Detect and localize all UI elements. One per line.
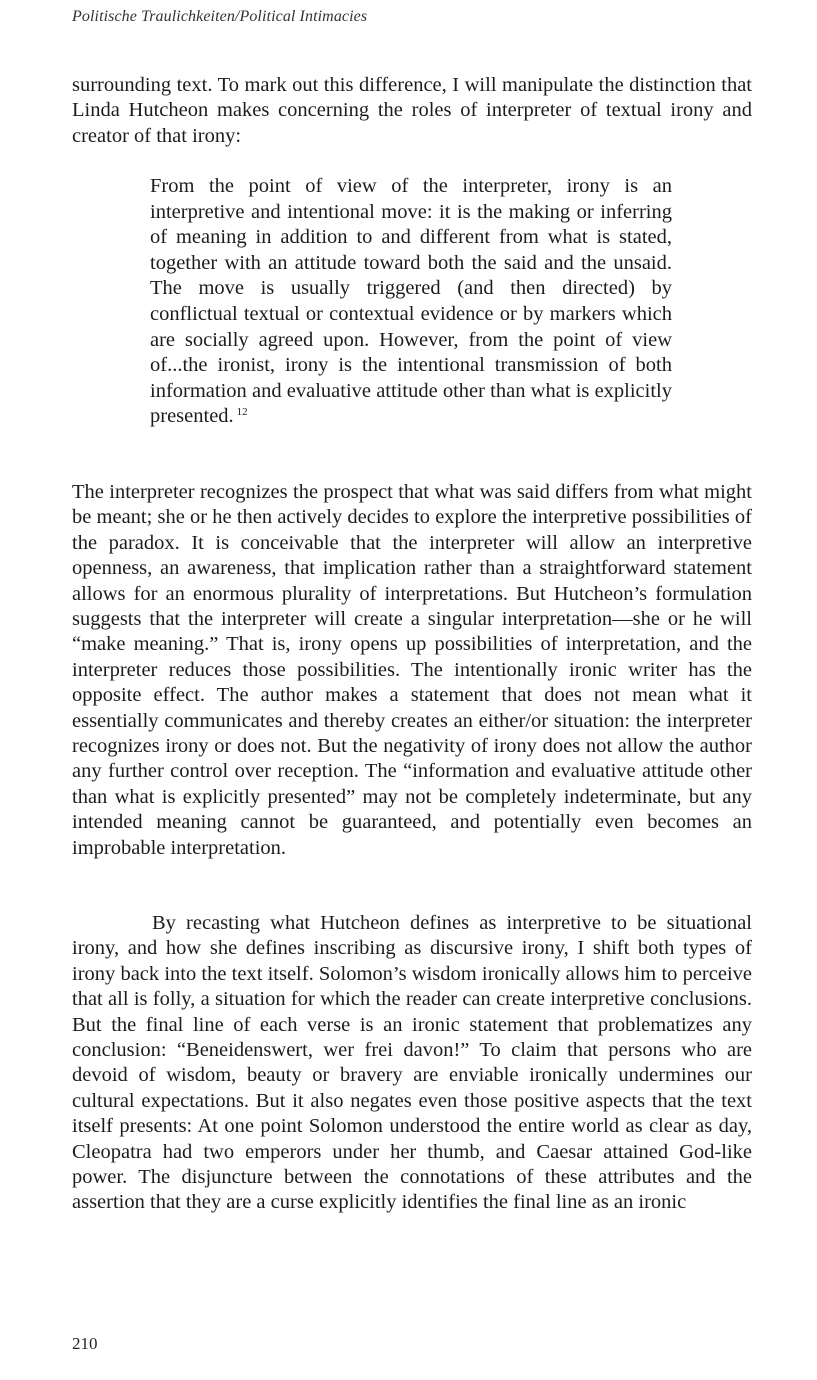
block-quote <box>150 174 672 430</box>
running-head: Politische Traulichkeiten/Political Intimacies <box>72 8 368 25</box>
paragraph-interpreter: The interpreter recognizes the prospect that what was said differs from what might be meant; she or he then actively decides to explore the interpretive possibilities of the paradox. It is conceivable that the interpreter will allow an interpretive openness, an awareness, that implication rather than a straightforward statement allows for an enormous plurality of interpretations. But Hutcheon’s formulation suggests that the interpreter will create a singular interpretation—she or he will “make meaning.” That is, irony opens up possibilities of interpretation, and the interpreter reduces those possibilities. The intentionally ironic writer has the opposite effect. The author makes a statement that does not mean what it essentially communicates and thereby creates an either/or situation: the interpreter recognizes irony or does not. But the negativity of irony does not allow the author any further control over reception. The “information and evaluative attitude other than what is explicitly presented” may not be completely indeterminate, but any intended meaning cannot be guaranteed, and potentially even becomes an improbable interpretation. <box>72 481 752 859</box>
paragraph-recasting: By recasting what Hutcheon defines as interpretive to be situational irony, and how she defines inscribing as discursive irony, I shift both types of irony back into the text itself. Solomon’s wisdom ironically allows him to perceive that all is folly, a situation for which the reader can create interpretive conclusions. But the final line of each verse is an ironic statement that problematizes any conclusion: “Beneidenswert, wer frei davon!” To claim that persons who are devoid of wisdom, beauty or bravery are enviable ironically undermines our cultural expectations. But it also negates even those positive aspects that the text itself presents: At one point Solomon understood the entire world as clear as day, Cleopatra had two emperors under her thumb, and Caesar attained God-like power. The disjuncture between the connotations of these attributes and the assertion that they are a curse explicitly identifies the final line as an ironic <box>72 912 752 1214</box>
paragraph-intro: surrounding text. To mark out this difference, I will manipulate the distinction that Linda Hutcheon makes concerning the roles of interpreter of textual irony and creator of that irony: <box>72 74 752 147</box>
page-number: 210 <box>72 1334 98 1353</box>
footnote-marker[interactable]: 12 <box>236 405 248 418</box>
block-quote-text: From the point of view of the interpreter, irony is an interpretive and intentional move: it is the making or inferring of meaning in addition to and different from what is stated, together with an attitude toward both the said and the unsaid. The move is usually triggered (and then directed) by conflictual textual or contextual evidence or by markers which are socially agreed upon. However, from the point of view of...the ironist, irony is the intentional transmission of both information and evaluative attitude other than what is explicitly presented. <box>150 175 672 428</box>
